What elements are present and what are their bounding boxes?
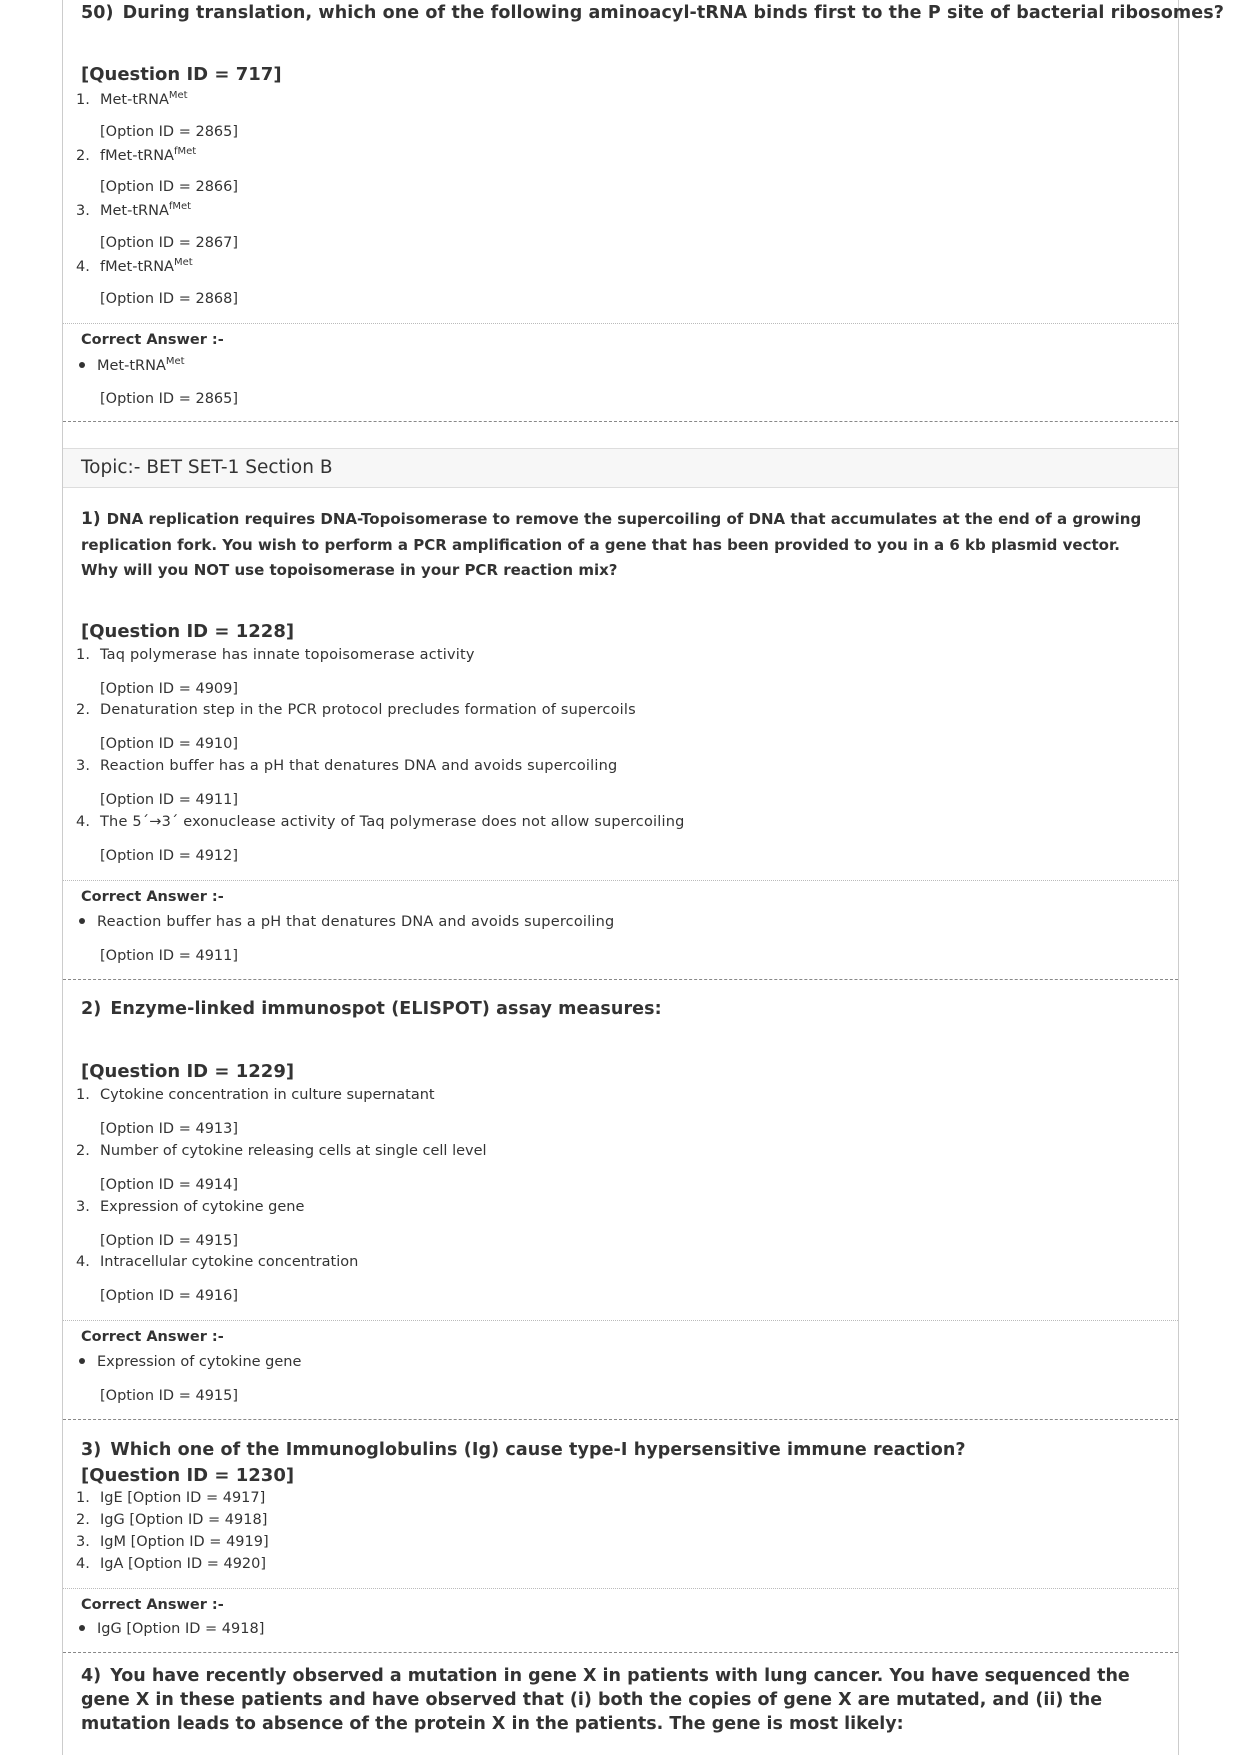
divider [63, 323, 1178, 324]
option-item: 2. Denaturation step in the PCR protocol precludes formation of supercoils [76, 702, 636, 718]
question-number: 4) [81, 1666, 102, 1686]
option-item: 2. fMet-tRNA$^{fMet}$ [76, 146, 197, 164]
question-separator [63, 421, 1178, 422]
option-item: 1. Taq polymerase has innate topoisomerase activity [76, 647, 475, 663]
option-id: [Option ID = 2867] [100, 235, 239, 251]
option-id: [Option ID = 4914] [100, 1177, 239, 1193]
question-1-heading [81, 507, 1161, 584]
question-text: Enzyme-linked immunospot (ELISPOT) assay measures: [110, 999, 662, 1019]
bullet-icon [79, 1358, 85, 1364]
option-item: 4. The 5´→3´ exonuclease activity of Taq polymerase does not allow supercoiling [76, 814, 685, 830]
option-id: [Option ID = 4916] [100, 1288, 239, 1304]
option-id: [Option ID = 4915] [100, 1233, 239, 1249]
question-text: Which one of the Immunoglobulins (Ig) cause type-I hypersensitive immune reaction? [110, 1440, 966, 1460]
correct-answer-label: Correct Answer :- [81, 889, 224, 905]
option-id: [Option ID = 4912] [100, 848, 239, 864]
question-number: 2) [81, 999, 102, 1019]
question-text: DNA replication requires DNA-Topoisomerase to remove the supercoiling of DNA that accumulates at the end of a growing replication fork. You wish to perform a PCR amplification of a gene that has been provided to you in a 6 kb plasmid vector. Why will you NOT use topoisomerase in your PCR reaction mix? [81, 510, 1142, 579]
correct-answer-label: Correct Answer :- [81, 332, 224, 348]
divider [63, 880, 1178, 881]
divider [63, 1320, 1178, 1321]
option-item: 4. IgA [Option ID = 4920] [76, 1556, 267, 1572]
option-id: [Option ID = 2865] [100, 124, 239, 140]
option-item: 1. IgE [Option ID = 4917] [76, 1490, 266, 1506]
question-separator [63, 1652, 1178, 1653]
correct-option-id: [Option ID = 2865] [100, 391, 239, 407]
question-number: 3) [81, 1440, 102, 1460]
question-number: 50) [81, 3, 114, 23]
option-id: [Option ID = 4913] [100, 1121, 239, 1137]
question-2-heading [81, 999, 662, 1019]
option-item: 3. Met-tRNA$^{fMet}$ [76, 201, 192, 219]
question-separator [63, 979, 1178, 980]
correct-answer-label: Correct Answer :- [81, 1329, 224, 1345]
option-item: 3. Reaction buffer has a pH that denatures DNA and avoids supercoiling [76, 758, 618, 774]
correct-answer: Reaction buffer has a pH that denatures DNA and avoids supercoiling [76, 914, 614, 930]
question-text: You have recently observed a mutation in gene X in patients with lung cancer. You have sequenced the gene X in these patients and have observed that (i) both the copies of gene X are mutated, and (ii) the mutation leads to absence of the protein X in the patients. The gene is most likely: [81, 1666, 1130, 1734]
topic-bar [63, 448, 1178, 488]
option-item: 2. IgG [Option ID = 4918] [76, 1512, 268, 1528]
option-item: 3. IgM [Option ID = 4919] [76, 1534, 269, 1550]
bullet-icon [79, 1625, 85, 1631]
correct-option-id: [Option ID = 4915] [100, 1388, 239, 1404]
question-number: 1) [81, 509, 101, 529]
option-item: 3. Expression of cytokine gene [76, 1199, 305, 1215]
question-separator [63, 1419, 1178, 1420]
divider [63, 1588, 1178, 1589]
option-id: [Option ID = 2868] [100, 291, 239, 307]
option-item: 1. Met-tRNA$^{Met}$ [76, 90, 188, 108]
option-id: [Option ID = 4909] [100, 681, 239, 697]
question-id: [Question ID = 1230] [81, 1465, 295, 1486]
question-id: [Question ID = 717] [81, 64, 282, 85]
correct-answer: Met-tRNA$^{Met}$ [76, 356, 185, 374]
question-3-heading [81, 1440, 966, 1460]
question-text: During translation, which one of the following aminoacyl-tRNA binds first to the P site of bacterial ribosomes? [122, 3, 1224, 23]
question-50-heading [81, 3, 1224, 23]
option-id: [Option ID = 4910] [100, 736, 239, 752]
correct-option-id: [Option ID = 4911] [100, 948, 239, 964]
correct-answer: IgG [Option ID = 4918] [76, 1621, 264, 1637]
correct-answer-label: Correct Answer :- [81, 1597, 224, 1613]
correct-answer: Expression of cytokine gene [76, 1354, 301, 1370]
question-id: [Question ID = 1229] [81, 1061, 295, 1082]
question-id: [Question ID = 1228] [81, 621, 295, 642]
option-id: [Option ID = 2866] [100, 179, 239, 195]
option-item: 4. fMet-tRNA$^{Met}$ [76, 257, 193, 275]
topic-title: Topic:- BET SET-1 Section B [81, 457, 333, 478]
option-item: 2. Number of cytokine releasing cells at single cell level [76, 1143, 487, 1159]
bullet-icon [79, 362, 85, 368]
question-4-heading [81, 1664, 1161, 1736]
option-item: 4. Intracellular cytokine concentration [76, 1254, 359, 1270]
option-item: 1. Cytokine concentration in culture supernatant [76, 1087, 435, 1103]
bullet-icon [79, 918, 85, 924]
option-id: [Option ID = 4911] [100, 792, 239, 808]
